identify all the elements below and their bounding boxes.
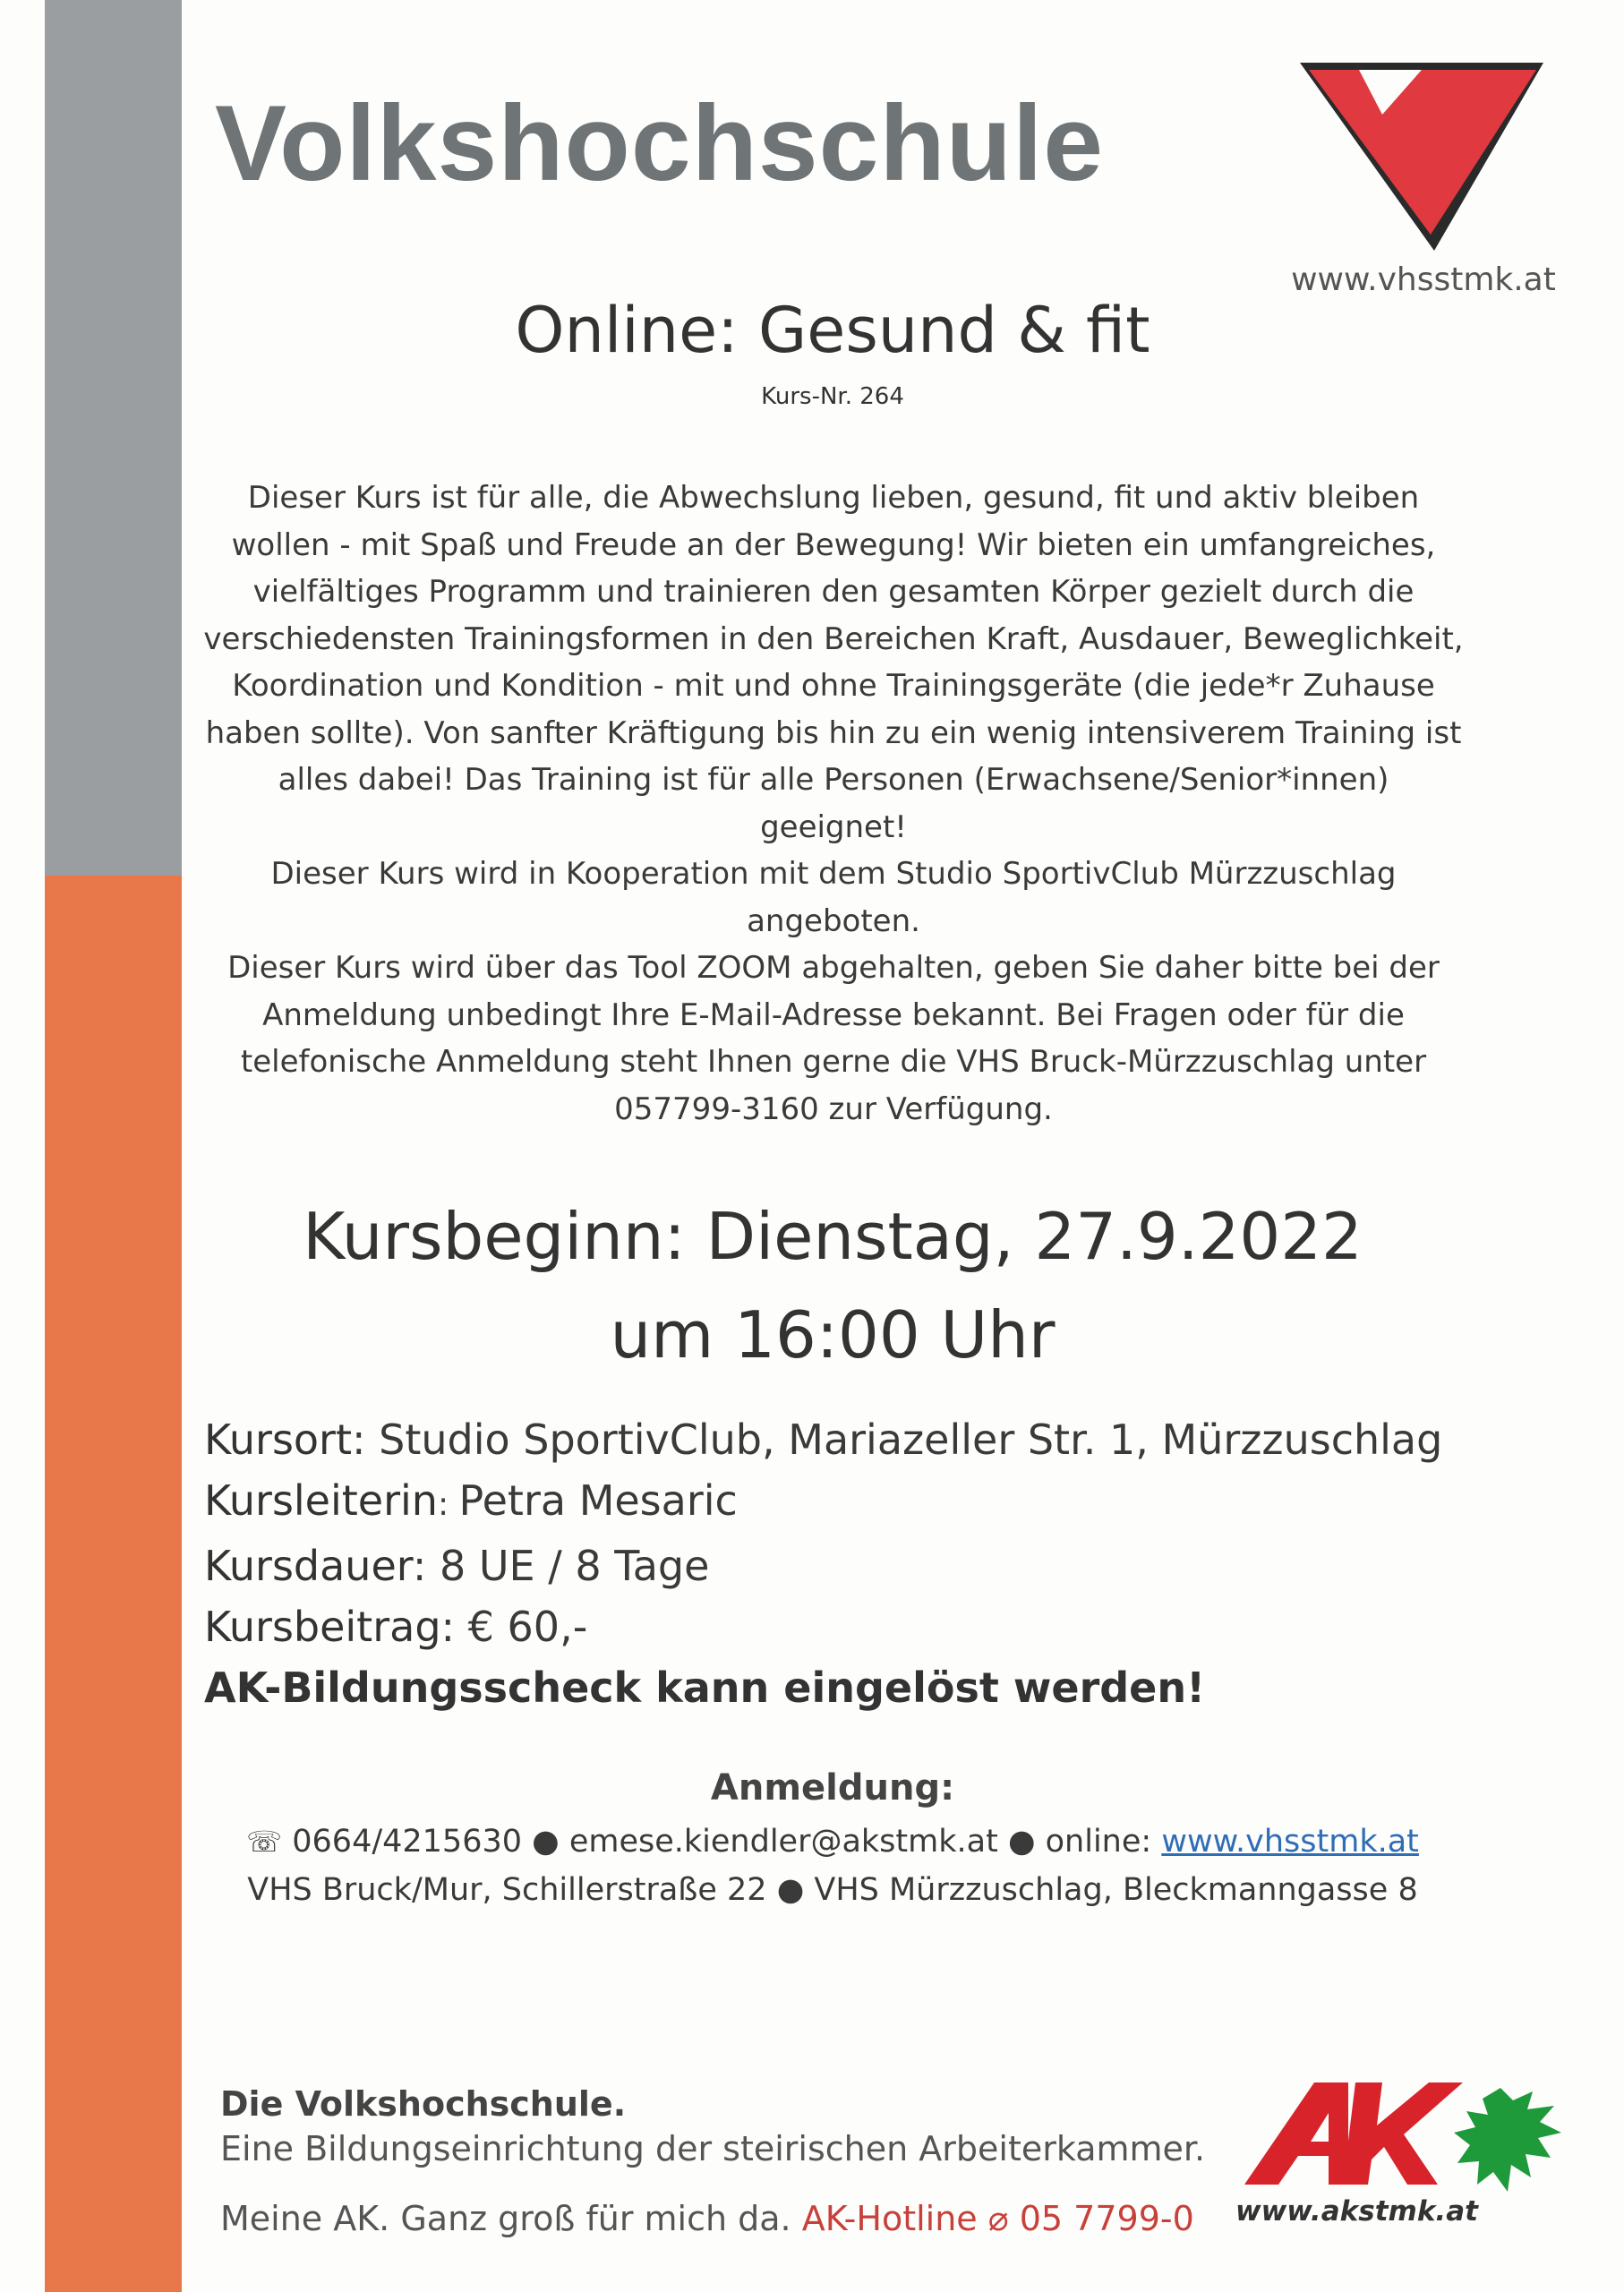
detail-kursleiterin: Kursleiterin: Petra Mesaric (204, 1476, 738, 1525)
detail-value: € 60,- (467, 1603, 588, 1651)
location-bruck: VHS Bruck/Mur, Schillerstraße 22 (247, 1872, 767, 1908)
hotline-icon: ⌀ (987, 2199, 1009, 2238)
detail-kursbeitrag: Kursbeitrag: € 60,- (204, 1603, 588, 1651)
locations-line (179, 1866, 1486, 1914)
description-paragraph: Dieser Kurs wird über das Tool ZOOM abgehalten, geben Sie daher bitte bei der Anmeldung unbedingt Ihre E-Mail-Adresse bekannt. Bei Fragen oder für die telefonische Anmeldung steht Ihnen gerne die VHS Bruck-Mürzzuschlag unter 057799-3160 zur Verfügung. (227, 950, 1440, 1127)
detail-value: 8 UE / 8 Tage (439, 1542, 710, 1590)
course-description (202, 475, 1465, 1133)
contact-line (179, 1817, 1486, 1866)
registration-contact (179, 1817, 1486, 1914)
course-title: Online: Gesund & fit (515, 294, 1150, 367)
phone-icon: ☏ (246, 1825, 283, 1859)
brand-title: Volkshochschule (215, 83, 1105, 203)
course-start (224, 1187, 1441, 1384)
footer-subtitle: Eine Bildungseinrichtung der steirischen Arbeiterkammer. (220, 2129, 1206, 2168)
detail-value: Petra Mesaric (458, 1476, 738, 1525)
detail-label: Kursdauer (204, 1542, 413, 1590)
bullet: ● (532, 1824, 560, 1860)
vhs-logo-icon (1296, 59, 1547, 258)
detail-label: Kursort (204, 1415, 352, 1464)
bullet: ● (776, 1872, 805, 1908)
bullet: ● (1007, 1824, 1036, 1860)
hotline-label: AK-Hotline (801, 2199, 978, 2238)
course-number: Kurs-Nr. 264 (761, 383, 904, 410)
detail-value: Studio SportivClub, Mariazeller Str. 1, Mürzzuschlag (379, 1415, 1443, 1464)
detail-label: Kursleiterin (204, 1476, 438, 1525)
registration-title: Anmeldung: (710, 1767, 955, 1809)
website-link[interactable]: www.vhsstmk.at (1161, 1824, 1419, 1860)
description-paragraph: Dieser Kurs ist für alle, die Abwechslung lieben, gesund, fit und aktiv bleiben wollen - mit Spaß und Freude an der Bewegung! Wir bieten ein umfangreiches, vielfältiges Programm und trainieren den gesamten Körper gezielt durch die verschiedensten Trainingsformen in den Bereichen Kraft, Ausdauer, Beweglichkeit, Koordination und Kondition - mit und ohne Trainingsgeräte (die jede*r Zuhause haben sollte). Von sanfter Kräftigung bis hin zu ein wenig intensiverem Training ist alles dabei! Das Training ist für alle Personen (Erwachsene/Senior*innen) geeignet! (203, 480, 1464, 845)
footer-title: Die Volkshochschule. (220, 2084, 627, 2124)
bildungsscheck-note: AK-Bildungsscheck kann eingelöst werden! (204, 1663, 1206, 1712)
logo-url: www.vhsstmk.at (1291, 261, 1556, 298)
course-details (204, 1409, 1529, 1718)
slogan-text: Meine AK. Ganz groß für mich da. (220, 2199, 791, 2238)
online-label: online: (1045, 1824, 1152, 1860)
sidebar-grey-stripe (45, 0, 182, 876)
detail-kursort: Kursort: Studio SportivClub, Mariazeller Str. 1, Mürzzuschlag (204, 1415, 1443, 1464)
detail-label: Kursbeitrag (204, 1603, 441, 1651)
phone-number[interactable]: 0664/4215630 (292, 1824, 523, 1860)
footer-slogan (220, 2199, 1194, 2238)
course-start-date: Kursbeginn: Dienstag, 27.9.2022 (303, 1199, 1363, 1274)
detail-kursdauer: Kursdauer: 8 UE / 8 Tage (204, 1542, 710, 1590)
description-paragraph: Dieser Kurs wird in Kooperation mit dem Studio SportivClub Mürzzuschlag angeboten. (270, 856, 1397, 939)
sidebar-orange-stripe (45, 876, 182, 2292)
course-start-time: um 16:00 Uhr (610, 1297, 1056, 1373)
ak-url: www.akstmk.at (1235, 2195, 1478, 2228)
hotline-number[interactable]: 05 7799-0 (1019, 2199, 1194, 2238)
location-muerzzuschlag: VHS Mürzzuschlag, Bleckmanngasse 8 (814, 1872, 1418, 1908)
email-link[interactable]: emese.kiendler@akstmk.at (568, 1824, 998, 1860)
